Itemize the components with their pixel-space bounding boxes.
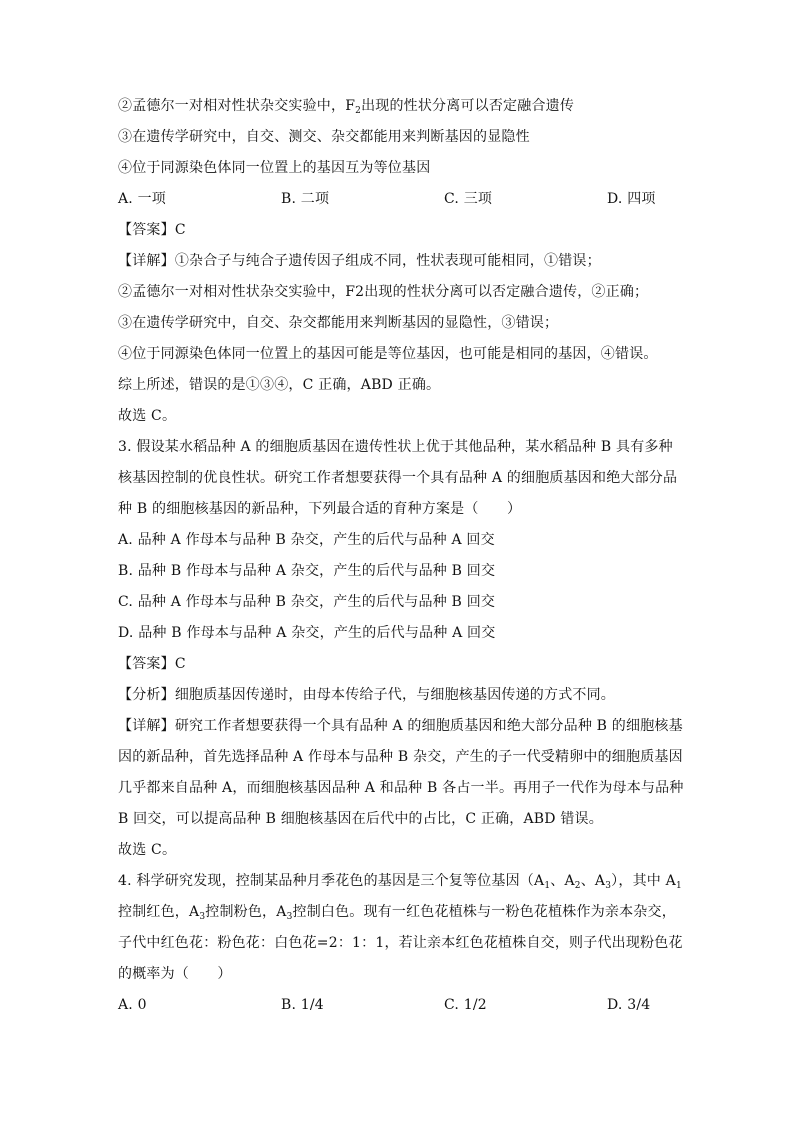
q4-stem-3: 子代中红色花：粉色花：白色花=2：1：1，若让亲本红色花植株自交，则子代出现粉色花 (118, 935, 683, 951)
q2-statement-3: ③在遗传学研究中，自交、测交、杂交都能用来判断基因的显隐性 (118, 129, 530, 145)
q4-option-a: A. 0 (118, 997, 147, 1013)
q2-option-b: B. 二项 (281, 191, 330, 207)
q2-statement-4: ④位于同源染色体同一位置上的基因互为等位基因 (118, 160, 431, 176)
q3-analysis: 【分析】细胞质基因传递时，由母本传给子代，与细胞核基因传递的方式不同。 (118, 687, 616, 703)
q3-option-a: A. 品种 A 作母本与品种 B 杂交，产生的后代与品种 A 回交 (118, 532, 495, 548)
q2-detail-2: ②孟德尔一对相对性状杂交实验中，F2出现的性状分离可以否定融合遗传，②正确； (118, 284, 649, 300)
q4-options (118, 995, 678, 1026)
q4-stem-1: 4. 科学研究发现，控制某品种月季花色的基因是三个复等位基因（$A_1$、$A_2$、$A_3$），其中 $A_1$ (118, 873, 682, 891)
q3-detail-4: B 回交，可以提高品种 B 细胞核基因在后代中的占比，C 正确，ABD 错误。 (118, 811, 603, 827)
q2-statement-2: ②孟德尔一对相对性状杂交实验中，$F_2$出现的性状分离可以否定融合遗传 (118, 98, 575, 116)
q2-detail-4: ④位于同源染色体同一位置上的基因可能是等位基因，也可能是相同的基因，④错误。 (118, 346, 658, 362)
q3-stem-3: 种 B 的细胞核基因的新品种，下列最合适的育种方案是（ ） (118, 501, 522, 517)
q3-stem-1: 3. 假设某水稻品种 A 的细胞质基因在遗传性状上优于其他品种，某水稻品种 B 具有多种 (118, 439, 673, 455)
q4-option-c: C. 1/2 (444, 997, 487, 1013)
q3-detail-3: 几乎都来自品种 A，而细胞核基因品种 A 和品种 B 各占一半。再用子一代作为母本与品种 (118, 780, 684, 796)
q3-option-c: C. 品种 A 作母本与品种 B 杂交，产生的后代与品种 B 回交 (118, 594, 496, 610)
q2-option-c: C. 三项 (444, 191, 493, 207)
q3-detail-1: 【详解】研究工作者想要获得一个具有品种 A 的细胞质基因和绝大部分品种 B 的细胞核基 (118, 718, 683, 734)
q4-stem-2: 控制红色，$A_3$控制粉色，$A_3$控制白色。现有一红色花植株与一粉色花植株作为亲本杂交， (118, 904, 676, 922)
q3-choose: 故选 C。 (118, 842, 177, 858)
q2-summary: 综上所述，错误的是①③④，C 正确，ABD 正确。 (118, 377, 441, 393)
q2-detail-3: ③在遗传学研究中，自交、杂交都能用来判断基因的显隐性，③错误； (118, 315, 559, 331)
document-page (118, 96, 684, 1026)
q3-option-d: D. 品种 B 作母本与品种 A 杂交，产生的后代与品种 A 回交 (118, 625, 496, 641)
q3-detail-2: 因的新品种，首先选择品种 A 作母本与品种 B 杂交，产生的子一代受精卵中的细胞质基因 (118, 749, 683, 765)
q3-stem-2: 核基因控制的优良性状。研究工作者想要获得一个具有品种 A 的细胞质基因和绝大部分品 (118, 470, 678, 486)
q2-option-d: D. 四项 (607, 191, 656, 207)
q2-answer: 【答案】C (118, 222, 186, 238)
q3-option-b: B. 品种 B 作母本与品种 A 杂交，产生的后代与品种 B 回交 (118, 563, 496, 579)
q2-detail-1: 【详解】①杂合子与纯合子遗传因子组成不同，性状表现可能相同，①错误； (118, 253, 601, 269)
q3-answer: 【答案】C (118, 656, 186, 672)
q2-option-a: A. 一项 (118, 191, 167, 207)
q2-choose: 故选 C。 (118, 408, 177, 424)
q4-stem-4: 的概率为（ ） (118, 966, 232, 982)
q4-option-b: B. 1/4 (281, 997, 324, 1013)
q2-options (118, 189, 678, 220)
q4-option-d: D. 3/4 (607, 997, 651, 1013)
